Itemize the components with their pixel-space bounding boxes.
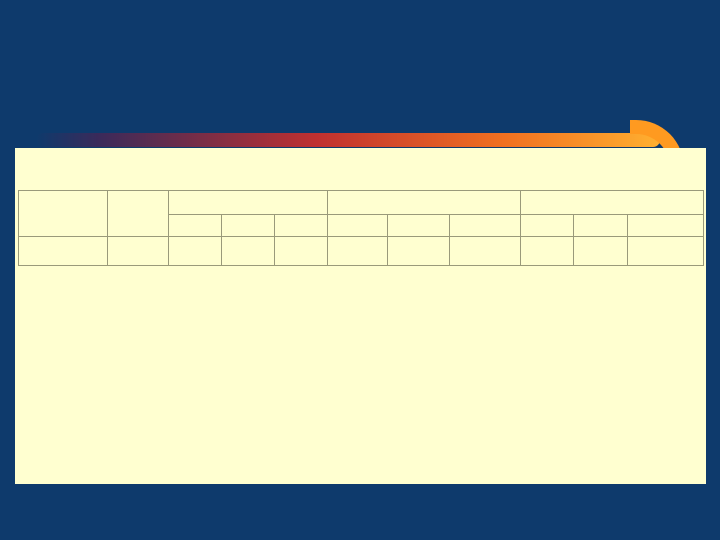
header-material <box>19 191 108 237</box>
table-cell <box>574 237 628 266</box>
table-cell <box>628 237 704 266</box>
table-cell <box>222 237 275 266</box>
table-cell <box>328 237 388 266</box>
table-cell <box>108 237 169 266</box>
header-budget-month <box>108 191 169 237</box>
decorative-bar <box>36 133 660 147</box>
header-row-1 <box>19 191 704 215</box>
header-deviation <box>450 215 521 237</box>
header-december <box>275 215 328 237</box>
header-report-prev <box>521 215 574 237</box>
header-budget-prev <box>574 215 628 237</box>
header-budget <box>388 215 450 237</box>
header-dots <box>222 215 275 237</box>
header-months-group <box>328 191 521 215</box>
total-row <box>19 237 704 266</box>
table-cell <box>388 237 450 266</box>
header-prev-year-group <box>521 191 704 215</box>
table-cell <box>275 237 328 266</box>
header-january <box>169 215 222 237</box>
report-sheet <box>15 148 706 484</box>
table-cell <box>169 237 222 266</box>
header-expense <box>169 191 328 215</box>
report-table <box>18 190 704 266</box>
header-report <box>328 215 388 237</box>
table-cell <box>450 237 521 266</box>
header-deviation-prev <box>628 215 704 237</box>
total-label <box>19 237 108 266</box>
table-cell <box>521 237 574 266</box>
